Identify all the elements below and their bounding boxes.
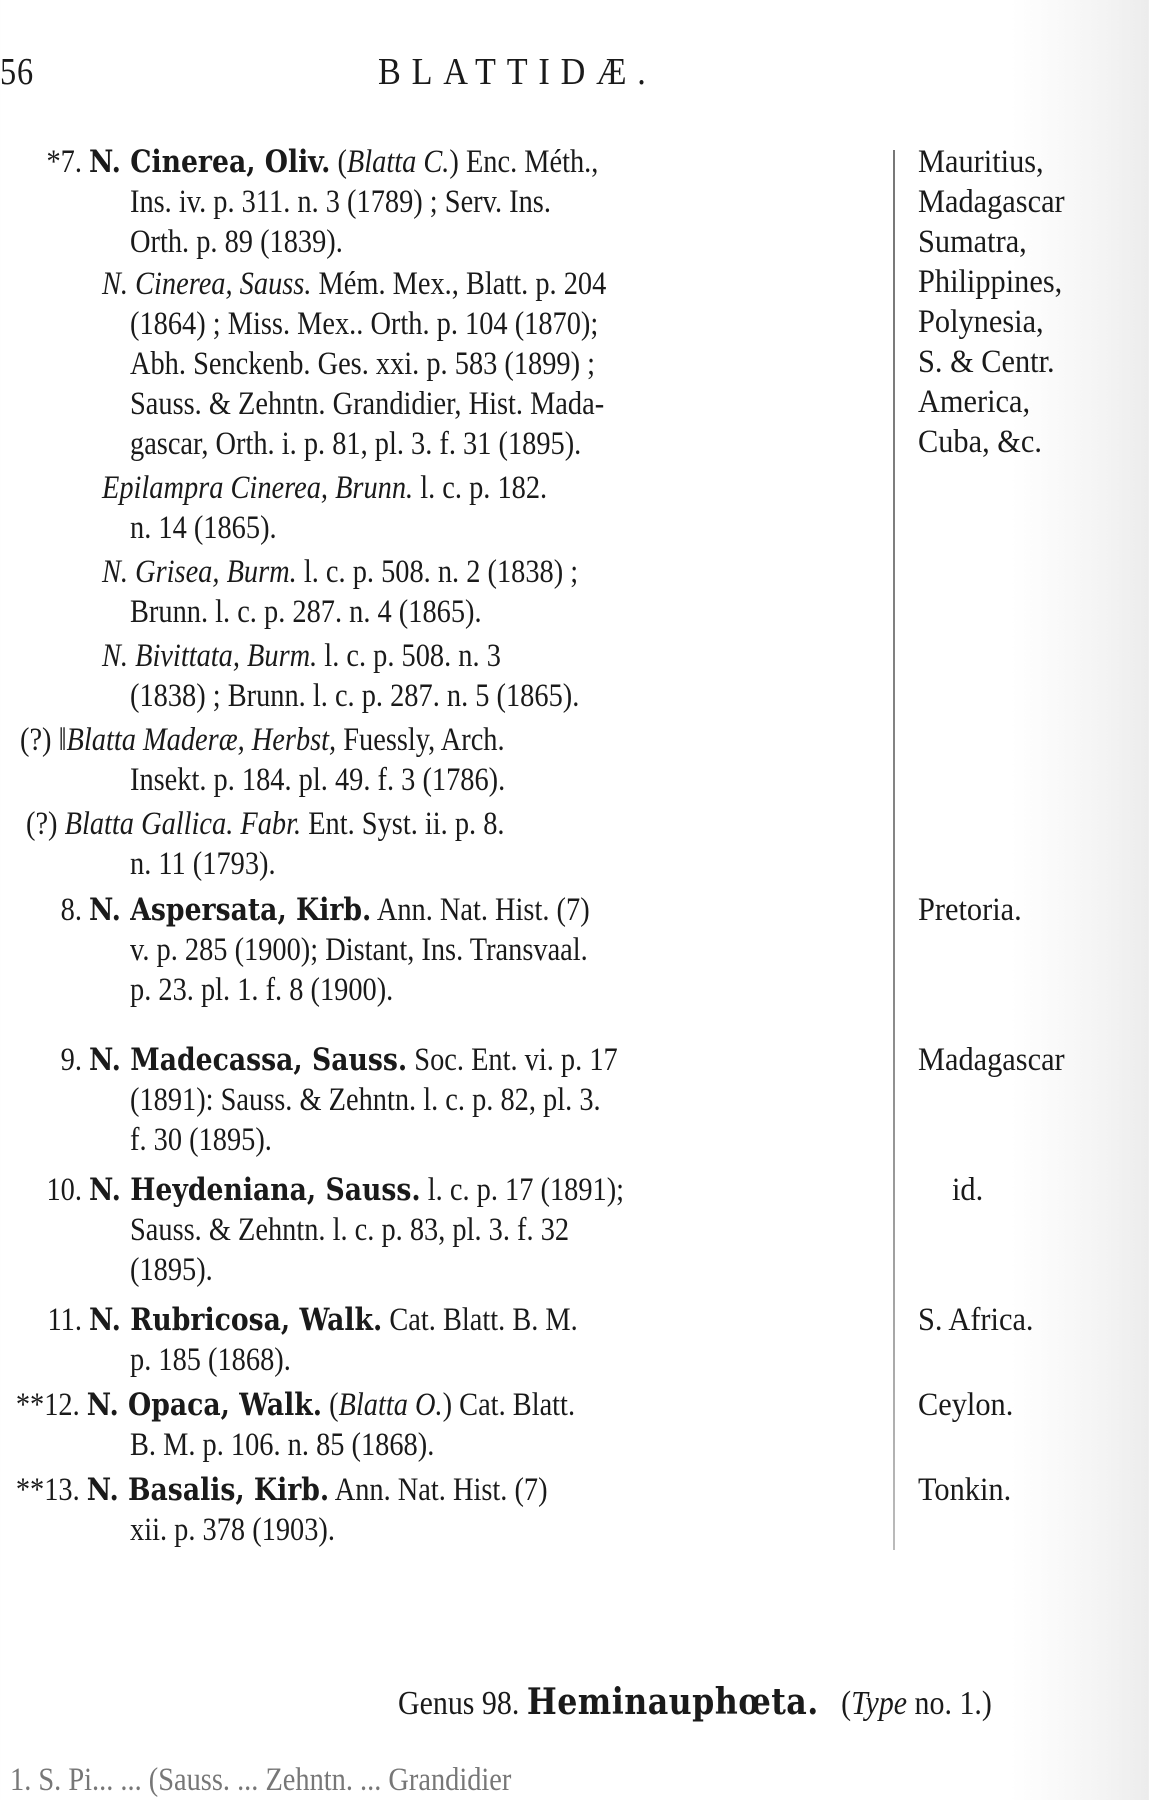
synonym-name: N. Grisea, Burm. (102, 554, 297, 590)
genus-prefix: Genus 98. (398, 1685, 520, 1722)
entry-number: **12. (15, 1387, 80, 1423)
genus-name: Heminauphœta. (526, 1681, 819, 1723)
citation-text: Fuessly, Arch. (336, 722, 505, 758)
citation-text: ( (321, 1387, 339, 1423)
citation-text: l. c. p. 182. (413, 470, 548, 506)
citation-line: v. p. 285 (1900); Distant, Ins. Transvaal. (130, 932, 588, 968)
entry-heading-line (20, 1170, 624, 1210)
locality: S. & Centr. (918, 344, 1055, 380)
citation-text: l. c. p. 17 (1891); (420, 1172, 625, 1208)
locality: Pretoria. (918, 892, 1022, 928)
locality: Philippines, (918, 264, 1063, 300)
genus-type-text: ( (841, 1685, 852, 1722)
locality: Mauritius, (918, 144, 1044, 180)
citation-text: ( (337, 144, 347, 180)
species-name: N. Rubricosa, Walk. (89, 1302, 383, 1338)
synonym-line (102, 264, 606, 304)
citation-line: B. M. p. 106. n. 85 (1868). (130, 1427, 435, 1463)
synonym-name: Blatta Gallica. Fabr. (64, 806, 302, 842)
citation-text: Ann. Nat. Hist. (7) (371, 892, 590, 928)
locality: Madagascar (918, 184, 1065, 220)
locality: Cuba, &c. (918, 424, 1042, 460)
species-name: N. Opaca, Walk. (86, 1387, 322, 1423)
citation-line: p. 23. pl. 1. f. 8 (1900). (130, 972, 394, 1008)
citation-line: (1864) ; Miss. Mex.. Orth. p. 104 (1870); (130, 306, 599, 342)
citation-line: Orth. p. 89 (1839). (130, 224, 343, 260)
doubtful-marker: (?) (26, 806, 58, 842)
synonym-name: N. Bivittata, Burm. (102, 638, 318, 674)
genus-heading (398, 1680, 992, 1726)
entry-number: **13. (15, 1472, 80, 1508)
cut-off-text-line (0, 1752, 1149, 1798)
citation-line: (1891): Sauss. & Zehntn. l. c. p. 82, pl. 3. (130, 1082, 601, 1118)
locality: S. Africa. (918, 1302, 1034, 1338)
entry-number: 11. (47, 1302, 82, 1338)
genus-type-text: no. 1.) (907, 1685, 992, 1722)
entry-heading-line (20, 1300, 578, 1340)
citation-line: (1895). (130, 1252, 213, 1288)
citation-text: Ent. Syst. ii. p. 8. (301, 806, 505, 842)
citation-line: Insekt. p. 184. pl. 49. f. 3 (1786). (130, 762, 506, 798)
synonym-line (20, 720, 505, 760)
synonym-name: N. Cinerea, Sauss. (102, 266, 312, 302)
entry-number: 9. (60, 1042, 82, 1078)
citation-text: Cat. Blatt. B. M. (382, 1302, 578, 1338)
citation-italic: Blatta O. (338, 1387, 443, 1423)
synonym-name: Epilampra Cinerea, Brunn. (102, 470, 414, 506)
citation-text: l. c. p. 508. n. 2 (1838) ; (296, 554, 579, 590)
citation-line: Brunn. l. c. p. 287. n. 4 (1865). (130, 594, 482, 630)
citation-text: ) Cat. Blatt. (442, 1387, 576, 1423)
entry-heading-line (4, 1470, 548, 1510)
locality: Sumatra, (918, 224, 1027, 260)
citation-line: n. 11 (1793). (130, 846, 276, 882)
species-name: N. Cinerea, Oliv. (89, 144, 331, 180)
entry-number: 8. (60, 892, 82, 928)
entry-heading-line (20, 1040, 618, 1080)
column-divider (893, 150, 895, 1550)
species-name: N. Heydeniana, Sauss. (89, 1172, 421, 1208)
synonym-line (102, 636, 501, 676)
synonym-name: Blatta Maderæ, Herbst, (66, 722, 337, 758)
locality: America, (918, 384, 1031, 420)
doubtful-marker: (?) ‖ (20, 722, 67, 758)
species-name: N. Madecassa, Sauss. (89, 1042, 408, 1078)
citation-line: gascar, Orth. i. p. 81, pl. 3. f. 31 (1895). (130, 426, 582, 462)
entry-number: 10. (46, 1172, 82, 1208)
citation-text: Soc. Ent. vi. p. 17 (407, 1042, 618, 1078)
citation-line: Ins. iv. p. 311. n. 3 (1789) ; Serv. Ins. (130, 184, 551, 220)
entry-number: *7. (46, 144, 82, 180)
citation-line: Abh. Senckenb. Ges. xxi. p. 583 (1899) ; (130, 346, 596, 382)
citation-text: ) Enc. Méth., (449, 144, 599, 180)
citation-text: Mém. Mex., Blatt. p. 204 (311, 266, 607, 302)
synonym-line (102, 468, 547, 508)
cut-off-text: 1. S. Pi... ... (Sauss. ... Zehntn. ... Grandidier (10, 1762, 512, 1798)
citation-italic: Blatta C. (346, 144, 450, 180)
locality: Ceylon. (918, 1387, 1014, 1423)
synonym-line (26, 804, 505, 844)
page-number: 56 (0, 51, 34, 93)
citation-line: xii. p. 378 (1903). (130, 1512, 335, 1548)
citation-text: Ann. Nat. Hist. (7) (329, 1472, 548, 1508)
species-name: N. Basalis, Kirb. (86, 1472, 330, 1508)
locality: Polynesia, (918, 304, 1044, 340)
locality: Madagascar (918, 1042, 1065, 1078)
citation-line: n. 14 (1865). (130, 510, 277, 546)
synonym-line (102, 552, 578, 592)
entry-heading-line (4, 1385, 575, 1425)
running-title: BLATTIDÆ. (378, 51, 657, 93)
locality: id. (952, 1172, 984, 1208)
entry-heading-line (20, 890, 590, 930)
citation-line: p. 185 (1868). (130, 1342, 291, 1378)
locality: Tonkin. (918, 1472, 1012, 1508)
citation-line: (1838) ; Brunn. l. c. p. 287. n. 5 (1865). (130, 678, 580, 714)
genus-type-label: Type (851, 1685, 908, 1722)
citation-line: Sauss. & Zehntn. Grandidier, Hist. Mada- (130, 386, 605, 422)
species-name: N. Aspersata, Kirb. (89, 892, 372, 928)
citation-line: Sauss. & Zehntn. l. c. p. 83, pl. 3. f. 32 (130, 1212, 570, 1248)
citation-line: f. 30 (1895). (130, 1122, 272, 1158)
citation-text: l. c. p. 508. n. 3 (317, 638, 501, 674)
